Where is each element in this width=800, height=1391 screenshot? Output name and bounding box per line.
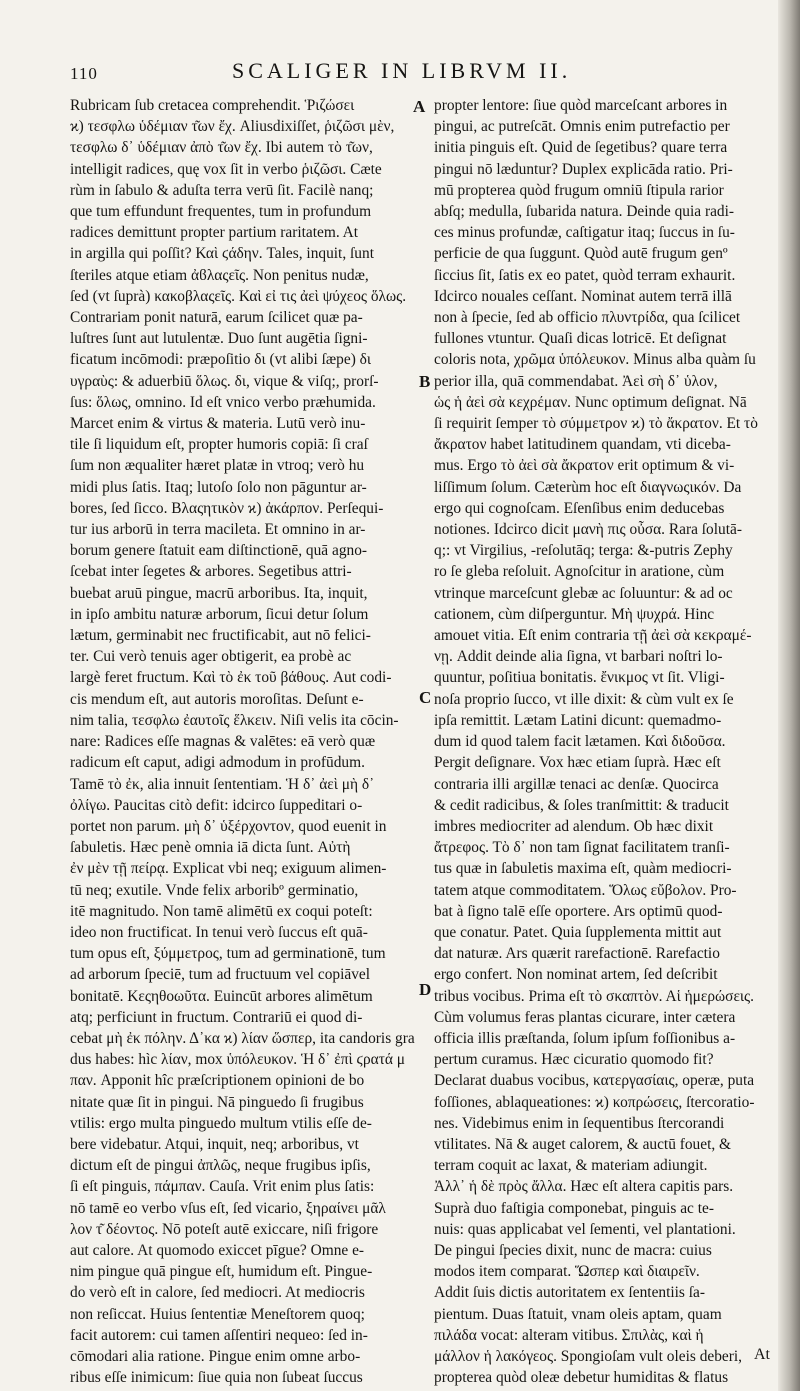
text-line: pientum. Duas ſtatuit, vnam oleis aptam, quam [434, 1305, 722, 1323]
running-head: SCALIGER IN LIBRVM II. [232, 58, 572, 83]
text-line: tatem atque commoditatem. Ὅλως εὔβολον. Pro- [434, 881, 737, 899]
text-line: propter lentore: ſiue quòd marceſcant arbores in [434, 97, 728, 114]
text-line: ideo non fructificat. In tenui verò ſuccus eſt quā- [70, 923, 368, 941]
text-line: ἄτρεφος. Τὸ δ᾽ non tam ſignat facilitatem tranſi- [434, 839, 730, 857]
text-line: portet non parum. μὴ δ᾽ ὑξέρχοντον, quod euenit in [70, 817, 387, 835]
text-line: mus. Ergo τὸ ἀεὶ σὰ ἄκρατον erit optimum & vi- [434, 457, 735, 475]
text-line: fullones vtuntur. Quaſi dicas lotricē. Et deſignat [434, 330, 727, 348]
text-line: ſteriles atque etiam ἀϐλαςεῖς. Non penitus nudæ, [70, 266, 369, 284]
text-line: borum genere ſtatuit eam diſtinctionē, quā agno- [70, 542, 368, 560]
text-line: ribus eſſe inimicum: ſiue quia non ſubeat ſuccus [70, 1369, 363, 1387]
text-line: mū propterea quòd frugum omniū ſtipula rarior [434, 181, 724, 199]
text-line: cōmodari alia ratione. Pingue enim omne arbo- [70, 1347, 361, 1365]
text-line: noſa proprio ſucco, vt ille dixit: & cùm vult ex ſe [434, 690, 734, 708]
text-line: pingui nō læduntur? Duplex explicāda ratio. Pri- [434, 160, 733, 178]
text-line: dus habes: hìc λίαν, mox ὑπόλευκον. Ἡ δ᾽ ἐπὶ ϛρατά μ [70, 1051, 406, 1069]
text-line: De pingui ſpecies dixit, nunc de macra: cuius [434, 1241, 712, 1259]
text-line: que conatur. Patet. Quia ſupplementa mittit aut [434, 923, 722, 941]
text-line: non à ſpecie, ſed ab officio πλυντρίδα, qua ſcilicet [434, 309, 741, 327]
text-line: dum id quod talem facit lætamen. Καὶ διδοῦσα. [434, 733, 726, 751]
text-line: amouet vitia. Eſt enim contraria τῇ ἀεὶ σὰ κεκραμέ- [434, 627, 752, 645]
text-line: cebat μὴ ἐκ πόλην. Δ᾽κα ϰ) λίαν ὥσπερ, ita candoris gra [70, 1029, 415, 1047]
text-line: τεσφλω δ᾽ ὑδέμιαν ἀπὸ τ͂ων ἔχ. Ibi autem τὸ τ͂ων, [70, 139, 373, 157]
text-line: ergo confert. Non nominat artem, ſed deſcribit [434, 966, 718, 984]
text-line: ces minus profundæ, caſtigatur itaq; ſuccus in ſu- [434, 224, 735, 242]
text-line: Rubricam ſub cretacea comprehendit. Ῥιζώσει [70, 97, 355, 114]
text-line: pingui, ac putreſcāt. Omnis enim putrefactio per [434, 118, 730, 136]
text-line: modos item comparat. Ὥσπερ καὶ διαιρεῖν. [434, 1263, 700, 1281]
text-line: ὡς ἡ ἀεὶ σὰ κεχρέμαν. Nunc optimum deſignat. Nā [434, 393, 747, 411]
text-line: pertum curamus. Hæc cicuratio quomodo fit? [434, 1051, 714, 1069]
text-line: initia pinguis eſt. Quid de ſegetibus? quare terra [434, 139, 728, 157]
text-line: ſed (vt ſuprà) κακοβλαςεῖς. Καὶ εἰ τις ἀεὶ ψύχεος ὅλως. [70, 287, 407, 305]
text-line: foſſiones, ablaqueationes: ϰ) κοπρώσεις, ſtercoratio- [434, 1093, 755, 1111]
text-line: ϰ) τεσφλω ὑδέμιαν τ͂ων ἔχ. Aliusdixiſſet, ῥιζῶσι μὲν, [70, 118, 395, 136]
text-line: ſiccius ſit, ſatis ex eo patet, quòd terram exhaurit. [434, 266, 736, 284]
text-line: perficie de qua ſuggunt. Quòd autē frugum genº [434, 245, 728, 263]
text-line: nim pingue quā pingue eſt, humidum eſt. Pingue- [70, 1263, 373, 1281]
text-line: ſum non æqualiter hæret platæ in vtroq; verò hu [70, 457, 365, 475]
left-text-column [70, 95, 426, 1388]
text-line: ficatum incōmodi: præpoſitio δι (vt alibi ſæpe) δι [70, 351, 372, 369]
margin-letter-b: B [419, 372, 431, 391]
text-line: bonitatē. Κεςηθοωῦτα. Euincūt arbores alimētum [70, 987, 373, 1005]
text-line: vtrinque marceſcunt glebæ ac ſoluuntur: & ad oc [434, 584, 733, 602]
text-line: ter. Cui verò tenuis ager obtigerit, ea probè ac [70, 648, 352, 666]
text-line: ſi eſt pinguis, πάμπαν. Cauſa. Vrit enim plus ſatis: [70, 1178, 375, 1196]
text-line: que tum effundunt frequentes, tum in profundum [70, 203, 372, 221]
text-line: coloris nota, χρῶμα ὑπόλευκον. Minus alba quàm ſu [434, 351, 756, 369]
text-line: Declarat duabus vocibus, κατεργασίαις, operæ, puta [434, 1072, 755, 1090]
text-line: nare: Radices eſſe magnas & valētes: eā verò quæ [70, 733, 376, 751]
margin-letter-d: D [419, 980, 432, 999]
text-line: bat à ſigno talē eſſe oportere. Ars optimū quod- [434, 902, 723, 920]
text-line: intelligit radices, quę vox ſit in verbo ῥιζῶσι. Cæte [70, 160, 382, 178]
text-line: dat naturæ. Ars quærit rarefactionē. Rarefactio [434, 945, 720, 963]
text-line: Addit ſuis dictis autoritatem ex ſententiis ſa- [434, 1284, 705, 1302]
text-line: officia illis præſtanda, ſolum ipſum foſſionibus a- [434, 1029, 736, 1047]
text-line: ad arborum ſpeciē, tum ad fructuum vel copiāvel [70, 966, 371, 984]
text-line: nim talia, τεσφλω ἐαυτοῖς ἕλκειν. Niſi velis ita cōcin- [70, 711, 399, 729]
text-line: terram coquit ac laxat, & materiam adiungit. [434, 1157, 708, 1175]
text-line: νῃ. Addit deinde alia ſigna, vt barbari noſtri lo- [434, 648, 723, 666]
text-line: notiones. Idcirco dicit μανὴ πις οὖσα. Rara ſolutā- [434, 521, 742, 539]
text-line: ipſa remittit. Lætam Latini dicunt: quemadmo- [434, 711, 722, 729]
text-line: πιλάδα vocat: alteram vitibus. Σπιλὰς, καὶ ἡ [434, 1326, 704, 1344]
text-line: bores, ſed ſicco. Βλαςητικὸν ϰ) ἀκάρπον. Perſequi- [70, 499, 384, 517]
text-line: buebat aruū pingue, macrū arboribus. Ita, inquit, [70, 584, 368, 602]
text-line: Cùm volumus feras plantas cicurare, inter cætera [434, 1008, 736, 1026]
right-text-column [434, 95, 762, 1388]
text-line: perior illa, quā commendabat. Ἀεὶ σὴ δ᾽ ὑλον, [434, 372, 718, 390]
text-line: Idcirco nouales ceſſant. Nominat autem terrā illā [434, 287, 732, 305]
margin-letter-a: A [413, 97, 426, 116]
text-line: ἐν μὲν τῇ πείρᾳ. Explicat vbi neq; exiguum alimen- [70, 860, 387, 878]
text-line: bere videbatur. Atqui, inquit, neq; arboribus, vt [70, 1135, 359, 1153]
text-line: tum opus eſt, ξύμμετρος, tum ad germinationē, tum [70, 945, 386, 963]
text-line: tū neq; exutile. Vnde felix arboribº germinatio, [70, 881, 359, 899]
text-line: quuntur, poſitiua bonitatis. ἔνικμος vt ſit. Vligi- [434, 669, 725, 687]
text-line: largè feret fructum. Καὶ τὸ ἐκ τοῦ βάθους. Aut codi- [70, 669, 392, 687]
text-line: liſſimum ſolum. Cæterùm hoc eſt διαγνωςικόν. Da [434, 478, 742, 496]
text-line: vtilis: ergo multa pinguedo multum vtilis eſſe de- [70, 1114, 372, 1132]
text-line: ſabuletis. Hæc penè omnia iā dicta ſunt. Αὐτὴ [70, 839, 351, 857]
text-line: abſq; medulla, ſubarida natura. Deinde quia radi- [434, 203, 735, 221]
text-line: do verò eſt in calore, ſed mediocri. At mediocris [70, 1284, 365, 1302]
text-line: nitate quæ ſit in pingui. Nā pinguedo ſi frugibus [70, 1093, 364, 1111]
text-line: cis mendum eſt, aut autoris moroſitas. Deſunt e- [70, 690, 364, 708]
text-line: λον τ͂ δέοντος. Nō poteſt autē exiccare, niſi frigore [70, 1220, 379, 1238]
text-line: nes. Videbimus enim in ſequentibus ſtercorandi [434, 1114, 725, 1132]
text-line: ro ſe gleba reſoluit. Agnoſcitur in aratione, cùm [434, 563, 725, 581]
text-line: μάλλον ἡ λακόγεος. Spongioſam vult oleis deberi, [434, 1347, 743, 1365]
text-line: Marcet enim & virtus & materia. Lutū verò inu- [70, 415, 366, 433]
text-line: q;: vt Virgilius, -reſolutāq; terga: &-putris Zephy [434, 542, 733, 560]
text-line: itē magnitudo. Non tamē alimētū ex coqui poteſt: [70, 902, 373, 920]
text-line: Ἀλλ᾽ ἡ δὲ πρὸς ἄλλα. Hæc eſt altera capitis pars. [434, 1178, 734, 1196]
text-line: rùm in ſabulo & aduſta terra verū ſit. Facilè nanq; [70, 181, 374, 199]
text-line: radicum eſt caput, adigi admodum in profūdum. [70, 754, 365, 772]
text-line: Suprà duo faſtigia componebat, pinguis ac te- [434, 1199, 714, 1217]
text-line: Pergit deſignare. Vox hæc etiam ſuprà. Hæc eſt [434, 754, 721, 772]
text-line: contraria illi argillæ tenaci ac denſæ. Quocirca [434, 775, 719, 793]
text-line: ſus: ὅλως, omnino. Id eſt vnico verbo præhumida. [70, 393, 376, 411]
text-line: facit autorem: cui tamen aſſentiri nequeo: ſed in- [70, 1326, 368, 1344]
text-line: ὀλίγω. Paucitas citò defit: idcirco ſuppeditari o- [70, 796, 363, 814]
text-line: vtilitates. Nā & auget calorem, & auctū fouet, & [434, 1135, 732, 1153]
text-line: atq; perficiunt in fructum. Contrariū ei quod di- [70, 1008, 363, 1026]
text-line: in ipſo ambitu naturæ arborum, ſicui detur ſolum [70, 605, 369, 623]
text-line: imbres mediocriter ad alendum. Ob hæc dixit [434, 817, 714, 835]
catchword: At [754, 1346, 770, 1363]
text-line: radices demittunt propter partium raritatem. At [70, 224, 359, 242]
text-line: dictum eſt de pingui ἀπλῶς, neque frugibus ipſis, [70, 1157, 371, 1175]
text-line: ἄκρατον habet latitudinem quandam, vti diceba- [434, 436, 731, 454]
text-line: παν. Apponit hîc præſcriptionem opinioni de bo [70, 1072, 365, 1090]
text-line: ſi requirit ſemper τὸ σύμμετρον ϰ) τὸ ἄκρατον. Et τὸ [434, 415, 758, 433]
page-edge-shadow [778, 0, 800, 1391]
text-line: lætum, germinabit nec fructificabit, aut nō felici- [70, 627, 371, 645]
text-line: aut calore. At quomodo exiccet pīgue? Omne e- [70, 1241, 365, 1259]
text-line: propterea quòd oleæ debetur humiditas & flatus [434, 1369, 729, 1387]
text-line: ergo qui cognoſcam. Eſenſibus enim deducebas [434, 499, 725, 517]
text-line: luſtres ſunt aut lutulentæ. Duo ſunt augētia ſigni- [70, 330, 368, 348]
text-line: non reſiccat. Huius ſententiæ Meneſtorem quoq; [70, 1305, 365, 1323]
text-line: tur ius arborū in terra macileta. Et omnino in ar- [70, 521, 366, 539]
text-line: midi plus ſatis. Itaq; lutoſo ſolo non pāguntur ar- [70, 478, 367, 496]
text-line: Tamē τὸ ἐκ, alia innuit ſententiam. Ἡ δ᾽ ἀεὶ μὴ δ᾽ [70, 775, 375, 793]
text-line: in argilla qui poſſit? Καὶ ϛάδην. Tales, inquit, ſunt [70, 245, 374, 263]
text-line: tribus vocibus. Prima eſt τὸ σκαπτὸν. Αἱ ἡμερώσεις. [434, 987, 755, 1005]
text-line: cationem, cùm diſperguntur. Μὴ ψυχρά. Hinc [434, 605, 715, 623]
text-line: tus quæ in ſabuletis maxima eſt, quàm mediocri- [434, 860, 732, 878]
text-line: tile ſi liquidum eſt, propter humoris copiā: ſi craſ [70, 436, 368, 454]
text-line: ſcebat inter ſegetes & arbores. Segetibus attri- [70, 563, 352, 581]
page-number: 110 [70, 64, 98, 83]
text-line: Contrariam ponit naturā, earum ſcilicet quæ pa- [70, 309, 363, 327]
text-line: & cedit radicibus, & ſoles tranſmittit: & traducit [434, 796, 729, 814]
text-line: υγραὺς: & aduerbiū ὅλως. δι, vique & viſq;, prorſ- [70, 372, 379, 390]
text-line: nō tamē eo verbo vſus eſt, ſed vicario, ξηραίνει μᾶλ [70, 1199, 386, 1217]
margin-letter-c: C [419, 688, 432, 707]
text-line: nuis: quas applicabat vel ſementi, vel plantationi. [434, 1220, 736, 1238]
